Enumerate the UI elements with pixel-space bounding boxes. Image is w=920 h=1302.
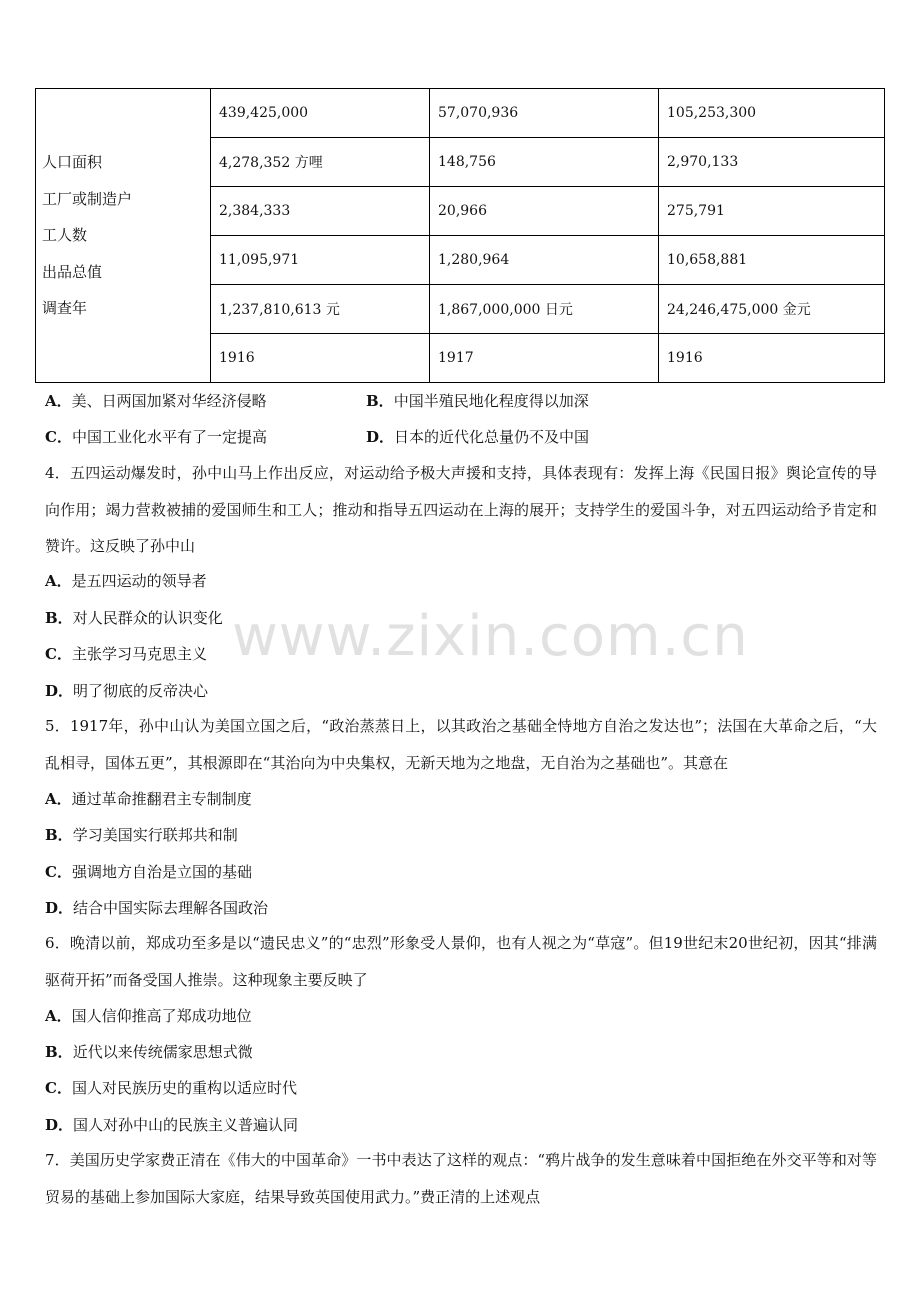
table-cell: 11,095,971 bbox=[211, 236, 430, 285]
q4-option-b: B．对人民群众的认识变化 bbox=[45, 609, 223, 627]
table-cell: 10,658,881 bbox=[659, 236, 885, 285]
q5-option-a: A．通过革命推翻君主专制制度 bbox=[45, 790, 252, 808]
table-cell: 1917 bbox=[430, 334, 659, 383]
table-cell: 1,280,964 bbox=[430, 236, 659, 285]
table-cell: 2,970,133 bbox=[659, 138, 885, 187]
q5-option-b: B．学习美国实行联邦共和制 bbox=[45, 826, 238, 844]
q6-option-d: D．国人对孙中山的民族主义普遍认同 bbox=[45, 1116, 299, 1134]
q4-option-d: D．明了彻底的反帝决心 bbox=[45, 682, 209, 700]
table-cell: 24,246,475,000 金元 bbox=[659, 285, 885, 334]
table-row bbox=[36, 89, 885, 138]
row-label: 出品总值 bbox=[42, 262, 103, 281]
row-label: 工人数 bbox=[42, 226, 88, 245]
statistics-table bbox=[35, 88, 885, 383]
watermark: www.zixin.com.cn bbox=[232, 604, 749, 669]
q3-option-a: A．美、日两国加紧对华经济侵略 bbox=[45, 392, 267, 410]
table-cell: 1,237,810,613 元 bbox=[211, 285, 430, 334]
row-label: 调查年 bbox=[42, 299, 88, 318]
q3-option-c: C．中国工业化水平有了一定提高 bbox=[45, 428, 267, 446]
table-cell: 1916 bbox=[659, 334, 885, 383]
row-label: 人口面积 bbox=[42, 153, 103, 172]
table-cell: 148,756 bbox=[430, 138, 659, 187]
q7-stem: 7．美国历史学家费正清在《伟大的中国革命》一书中表达了这样的观点：“鸦片战争的发生意味着中国拒绝在外交平等和对等贸易的基础上参加国际大家庭，结果导致英国使用武力。”费正清的上述观点 bbox=[45, 1151, 877, 1206]
q4-option-a: A．是五四运动的领导者 bbox=[45, 572, 207, 590]
q5-option-c: C．强调地方自治是立国的基础 bbox=[45, 863, 252, 881]
q5-stem: 5．1917年，孙中山认为美国立国之后，“政治蒸蒸日上，以其政治之基础全恃地方自治之发达也”；法国在大革命之后，“大乱相寻，国体五更”，其根源即在“其治向为中央集权，无新天地为之地盘，无自治为之基础也”。其意在 bbox=[45, 717, 877, 772]
table-cell: 1916 bbox=[211, 334, 430, 383]
table-cell: 57,070,936 bbox=[430, 89, 659, 138]
table-cell: 2,384,333 bbox=[211, 187, 430, 236]
q4-option-c: C．主张学习马克思主义 bbox=[45, 645, 207, 663]
table-cell: 275,791 bbox=[659, 187, 885, 236]
q6-option-a: A．国人信仰推高了郑成功地位 bbox=[45, 1007, 252, 1025]
q6-option-b: B．近代以来传统儒家思想式微 bbox=[45, 1043, 253, 1061]
q3-option-d: D．日本的近代化总量仍不及中国 bbox=[366, 428, 590, 446]
table-cell: 1,867,000,000 日元 bbox=[430, 285, 659, 334]
row-labels-cell bbox=[36, 89, 211, 383]
table-cell: 20,966 bbox=[430, 187, 659, 236]
q3-option-b: B．中国半殖民地化程度得以加深 bbox=[366, 392, 589, 410]
table-cell: 4,278,352 方哩 bbox=[211, 138, 430, 187]
q4-stem: 4．五四运动爆发时，孙中山马上作出反应，对运动给予极大声援和支持，具体表现有：发挥上海《民国日报》舆论宣传的导向作用；竭力营救被捕的爱国师生和工人；推动和指导五四运动在上海的展开；支持学生的爱国斗争，对五四运动给予肯定和赞许。这反映了孙中山 bbox=[45, 464, 877, 555]
q5-option-d: D．结合中国实际去理解各国政治 bbox=[45, 899, 269, 917]
q6-option-c: C．国人对民族历史的重构以适应时代 bbox=[45, 1079, 297, 1097]
q6-stem: 6．晚清以前，郑成功至多是以“遗民忠义”的“忠烈”形象受人景仰，也有人视之为“草寇”。但19世纪末20世纪初，因其“排满驱荷开拓”而备受国人推崇。这种现象主要反映了 bbox=[45, 934, 877, 989]
table-cell: 439,425,000 bbox=[211, 89, 430, 138]
table-cell: 105,253,300 bbox=[659, 89, 885, 138]
row-label: 工厂或制造户 bbox=[42, 189, 133, 208]
